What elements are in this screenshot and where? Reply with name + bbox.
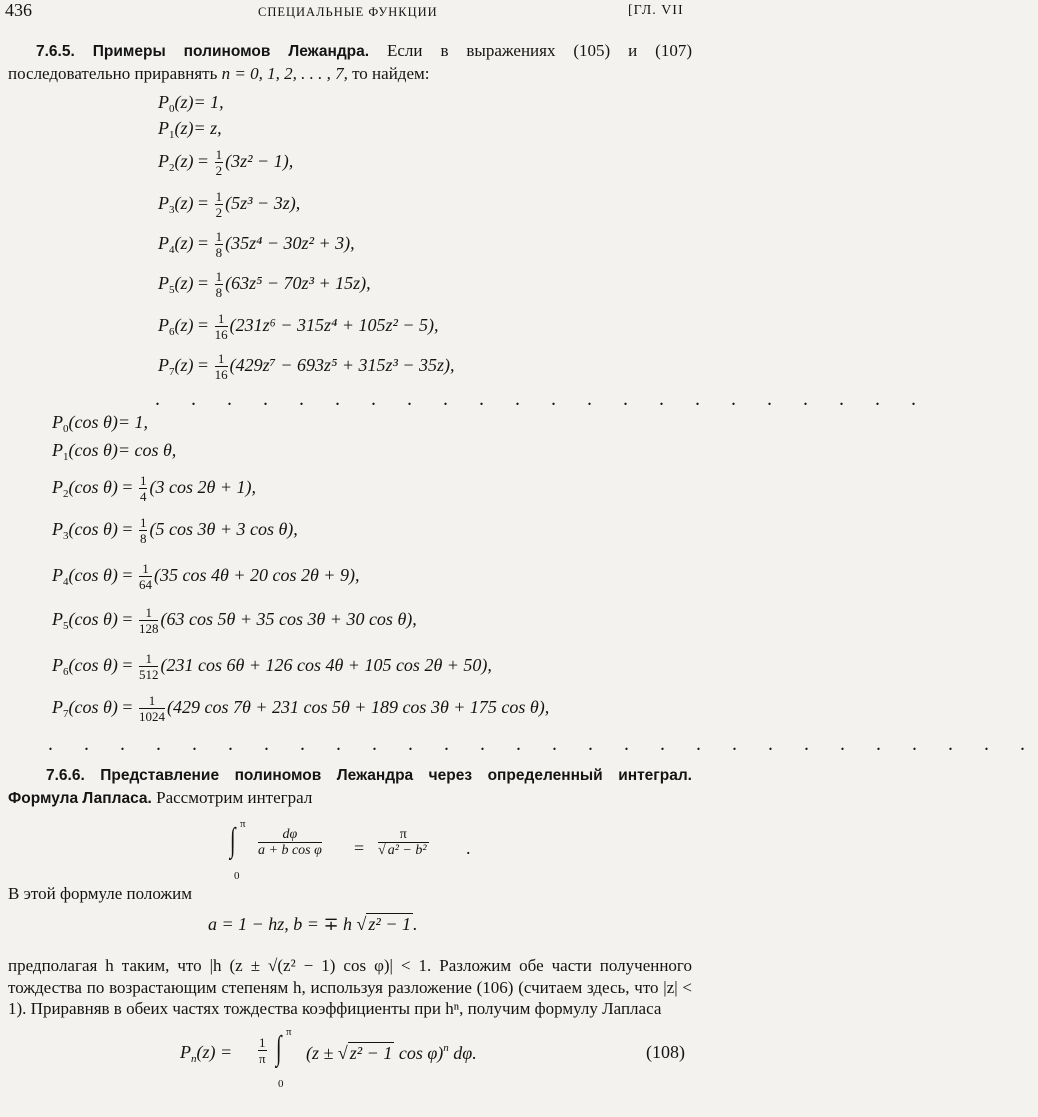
legendre-cos-row: $P_5(\cos$ θ) = $\frac{1}{128}$ (63 cos 5θ + 35 cos 3θ + 30 cos θ), [52, 605, 417, 636]
legendre-z-row: $P_4(z)$ = $\frac{1}{8}$ (35z⁴ − 30z² + 3), [158, 229, 355, 260]
legendre-cos-row: $P_0(\cos$ θ)= 1, [52, 412, 148, 435]
integral-result: $\frac{\pi}{\text{√ a² − b²}}$ [378, 827, 427, 858]
n-values: n = 0, 1, 2, . . . , 7, [221, 63, 348, 83]
legendre-z-row: $P_2(z)$ = $\frac{1}{2}$ (3z² − 1), [158, 147, 294, 178]
legendre-z-row: $P_5(z)$ = $\frac{1}{8}$ (63z⁵ − 70z³ + 15z), [158, 269, 371, 300]
legendre-z-row: $P_6(z)$ = $\frac{1}{16}$ (231z⁶ − 315z⁴ + 105z² − 5), [158, 311, 439, 342]
section-765-paragraph [8, 40, 692, 84]
section-765-text-end: то найдем: [352, 63, 430, 83]
legendre-cos-row: $P_4(\cos$ θ) = $\frac{1}{64}$ (35 cos 4θ + 20 cos 2θ + 9), [52, 561, 360, 592]
legendre-z-row: $P_1(z)= z$, [158, 118, 222, 141]
legendre-z-row: $P_3(z)$ = $\frac{1}{2}$ (5z³ − 3z), [158, 189, 301, 220]
legendre-cos-row: $P_1(\cos$ θ)= cos θ, [52, 440, 177, 463]
section-765-text: Если в выражениях (105) и (107) последовательно приравнять [8, 41, 692, 83]
legendre-cos-row: $P_6(\cos$ θ) = $\frac{1}{512}$ (231 cos 6θ + 126 cos 4θ + 105 cos 2θ + 50), [52, 651, 492, 682]
integral-lower: 0 [234, 870, 240, 882]
substitution-intro: В этой формуле положим [8, 884, 193, 903]
running-title: СПЕЦИАЛЬНЫЕ ФУНКЦИИ [258, 5, 438, 19]
laplace-integral-sign: ∫ [275, 1030, 282, 1067]
page-number: 436 [5, 0, 32, 20]
chapter-label: [ГЛ. VII [628, 3, 684, 18]
dots-separator-2: . . . . . . . . . . . . . . . . . . . . . . . . . . . . [48, 733, 1038, 755]
legendre-z-row: $P_0(z)= 1$, [158, 92, 224, 115]
legendre-cos-row: $P_3(\cos$ θ) = $\frac{1}{8}$ (5 cos 3θ + 3 cos θ), [52, 515, 298, 546]
legendre-cos-row: $P_2(\cos$ θ) = $\frac{1}{4}$ (3 cos 2θ + 1), [52, 473, 256, 504]
laplace-formula: $P_n(z)$ = $\frac{1}{\pi}$ π ∫ 0 (z ± √ z² − 1 cos φ)$^n$ dφ. (108) [180, 1026, 685, 1090]
section-766-heading: 7.6.6. Представление полиномов Лежандра через определенный интеграл. Формула Лапласа. [8, 767, 692, 807]
integral-formula: π ∫ 0 $\frac{d\varphi}{\text{a + b cos φ}}$ = $\frac{\pi}{\text{√ a² − b²}}$ . [229, 818, 471, 882]
section-766-paragraph [8, 764, 692, 809]
section-766-text: Рассмотрим интеграл [156, 787, 313, 807]
legendre-cos-row: $P_7(\cos$ θ) = $\frac{1}{1024}$ (429 cos 7θ + 231 cos 5θ + 189 cos 3θ + 175 cos θ), [52, 693, 550, 724]
substitution-formula: a = 1 − hz, b = ∓ h √ z² − 1 . [208, 914, 418, 934]
integral-integrand: $\frac{d\varphi}{\text{a + b cos φ}}$ [258, 827, 322, 858]
integral-sign: ∫ [229, 822, 236, 859]
main-paragraph: предполагая h таким, что |h (z ± √(z² − 1) cos φ)| < 1. Разложим обе части полученного тождества по возрастающим степеням h, используя разложение (106) (считаем здесь, что |z| < 1). Приравняв в обеих частях тождества коэффициенты при hⁿ, получим формулу Лапласа [8, 956, 692, 1018]
dots-separator-1: . . . . . . . . . . . . . . . . . . . . . . [155, 388, 929, 410]
section-765-heading: 7.6.5. Примеры полиномов Лежандра. [36, 43, 370, 60]
legendre-z-row: $P_7(z)$ = $\frac{1}{16}$ (429z⁷ − 693z⁵ + 315z³ − 35z), [158, 351, 455, 382]
equation-number: (108) [646, 1042, 685, 1062]
integral-upper: π [240, 818, 246, 830]
